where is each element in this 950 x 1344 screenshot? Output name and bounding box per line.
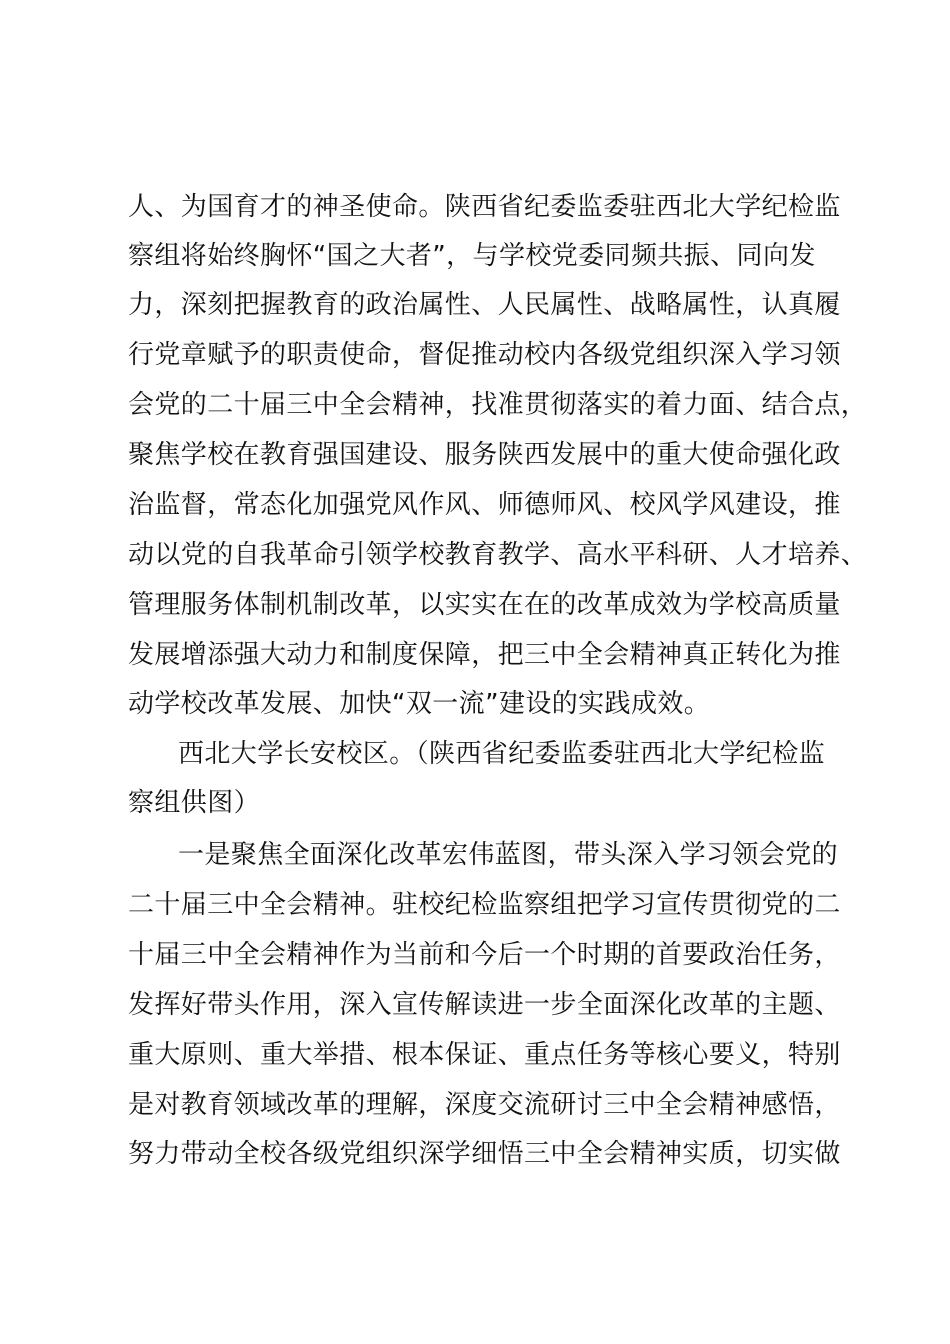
paragraph-2-line-4: 发挥好带头作用，深入宣传解读进一步全面深化改革的主题、 (128, 990, 841, 1020)
paragraph-1-line-5: 会党的二十届三中全会精神，找准贯彻落实的着力面、结合点， (128, 390, 868, 420)
paragraph-2-line-7: 努力带动全校各级党组织深学细悟三中全会精神实质，切实做 (128, 1139, 841, 1169)
paragraph-1-line-3: 力，深刻把握教育的政治属性、人民属性、战略属性，认真履 (128, 290, 841, 320)
paragraph-1-line-2: 察组将始终胸怀“国之大者”，与学校党委同频共振、同向发 (128, 241, 816, 271)
paragraph-1-line-4: 行党章赋予的职责使命，督促推动校内各级党组织深入学习领 (128, 340, 841, 370)
paragraph-1-line-1: 人、为国育才的神圣使命。陕西省纪委监委驻西北大学纪检监 (128, 192, 841, 222)
paragraph-1-line-10: 发展增添强大动力和制度保障，把三中全会精神真正转化为推 (128, 640, 841, 670)
caption-line-2: 察组供图） (128, 788, 261, 818)
paragraph-2-line-3: 十届三中全会精神作为当前和今后一个时期的首要政治任务， (128, 940, 841, 970)
paragraph-1-line-7: 治监督，常态化加强党风作风、师德师风、校风学风建设，推 (128, 490, 841, 520)
caption-line-1: 西北大学长安校区。（陕西省纪委监委驻西北大学纪检监 (178, 739, 826, 769)
paragraph-2-line-5: 重大原则、重大举措、根本保证、重点任务等核心要义，特别 (128, 1040, 841, 1070)
paragraph-2-line-1: 一是聚焦全面深化改革宏伟蓝图，带头深入学习领会党的 (178, 840, 839, 870)
paragraph-1-line-8: 动以党的自我革命引领学校教育教学、高水平科研、人才培养、 (128, 540, 868, 570)
paragraph-1-line-6: 聚焦学校在教育强国建设、服务陕西发展中的重大使命强化政 (128, 440, 841, 470)
paragraph-1-line-11: 动学校改革发展、加快“双一流”建设的实践成效。 (128, 689, 711, 719)
paragraph-1-line-9: 管理服务体制机制改革，以实实在在的改革成效为学校高质量 (128, 590, 841, 620)
paragraph-2-line-6: 是对教育领域改革的理解，深度交流研讨三中全会精神感悟， (128, 1090, 841, 1120)
paragraph-2-line-2: 二十届三中全会精神。驻校纪检监察组把学习宣传贯彻党的二 (128, 890, 841, 920)
